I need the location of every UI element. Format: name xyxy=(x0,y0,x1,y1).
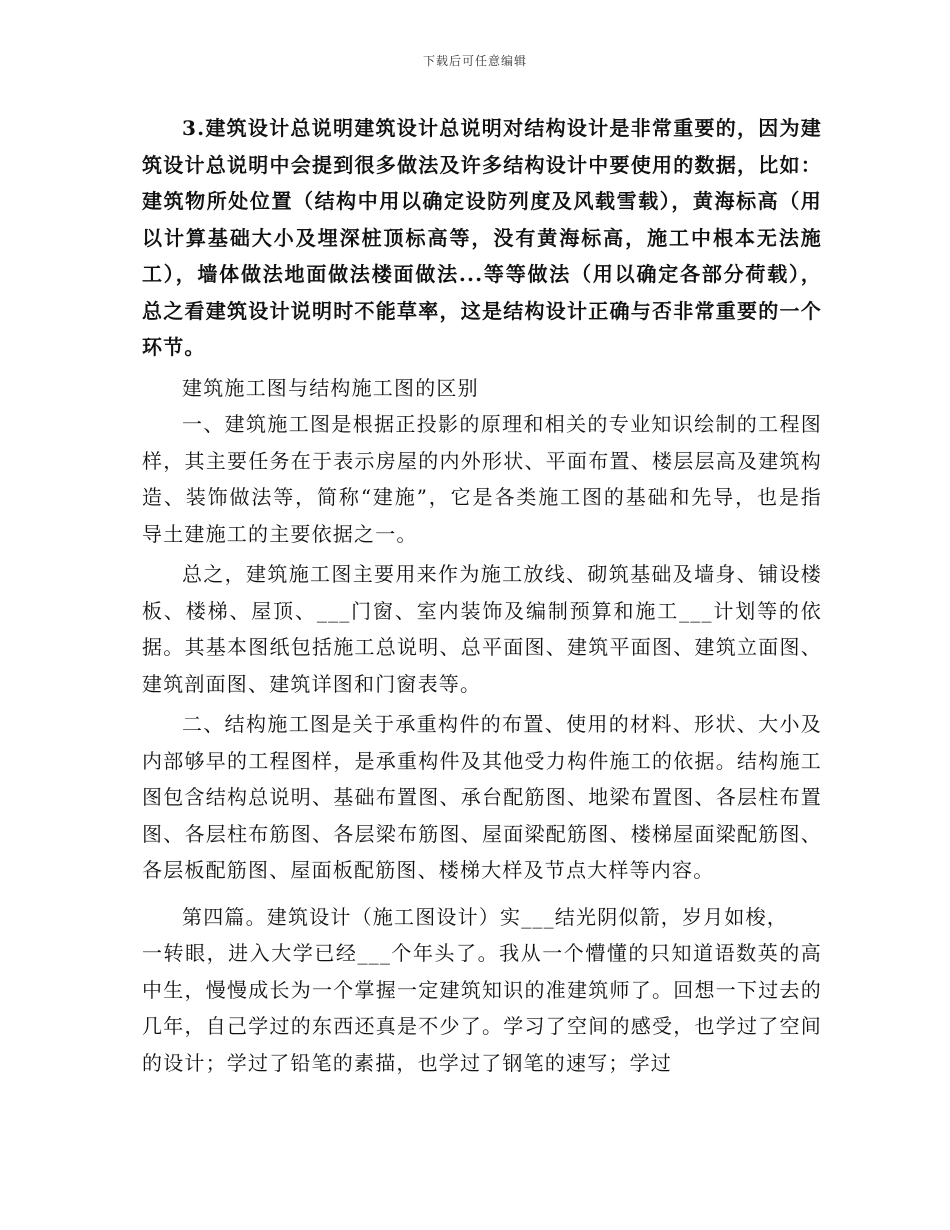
paragraph-architectural-drawings: 一、建筑施工图是根据正投影的原理和相关的专业知识绘制的工程图样，其主要任务在于表示房屋的内外形状、平面布置、楼层层高及建筑构造、装饰做法等，简称“建施”，它是各类施工图的基础和先导，也是指导土建施工的主要依据之一。 xyxy=(142,412,822,546)
paragraph-summary: 总之，建筑施工图主要用来作为施工放线、砌筑基础及墙身、铺设楼板、楼梯、屋顶、___门窗、室内装饰及编制预算和施工___计划等的依据。其基本图纸包括施工总说明、总平面图、建筑平面图、建筑立面图、建筑剖面图、建筑详图和门窗表等。 xyxy=(142,562,822,696)
paragraph-structural-drawings: 二、结构施工图是关于承重构件的布置、使用的材料、形状、大小及内部够早的工程图样，是承重构件及其他受力构件施工的依据。结构施工图包含结构总说明、基础布置图、承台配筋图、地梁布置图、各层柱布置图、各层柱布筋图、各层梁布筋图、屋面梁配筋图、楼梯屋面梁配筋图、各层板配筋图、屋面板配筋图、楼梯大样及节点大样等内容。 xyxy=(142,712,822,882)
chapter-four-first-line: 第四篇。建筑设计（施工图设计）实___结光阴似箭，岁月如梭， xyxy=(182,904,788,929)
paragraph-design-notes: 3.建筑设计总说明建筑设计总说明对结构设计是非常重要的，因为建筑设计总说明中会提到很多做法及许多结构设计中要使用的数据，比如：建筑物所处位置（结构中用以确定设防列度及风载雪载），黄海标高（用以计算基础大小及埋深桩顶标高等，没有黄海标高，施工中根本无法施工），墙体做法地面做法楼面做法...等等做法（用以确定各部分荷载），总之看建筑设计说明时不能草率，这是结构设计正确与否非常重要的一个环节。 xyxy=(142,116,822,359)
section-heading: 建筑施工图与结构施工图的区别 xyxy=(182,375,479,400)
paragraph-chapter-four xyxy=(142,899,822,1082)
page-header: 下载后可任意编辑 xyxy=(422,54,527,68)
chapter-four-body: 一转眼，进入大学已经___个年头了。我从一个懵懂的只知道语数英的高中生，慢慢成长为一个掌握一定建筑知识的准建筑师了。回想一下过去的几年，自己学过的东西还真是不少了。学习了空间的感受，也学过了空间的设计；学过了铅笔的素描，也学过了钢笔的速写；学过 xyxy=(142,941,822,1075)
document-body xyxy=(142,110,822,1081)
